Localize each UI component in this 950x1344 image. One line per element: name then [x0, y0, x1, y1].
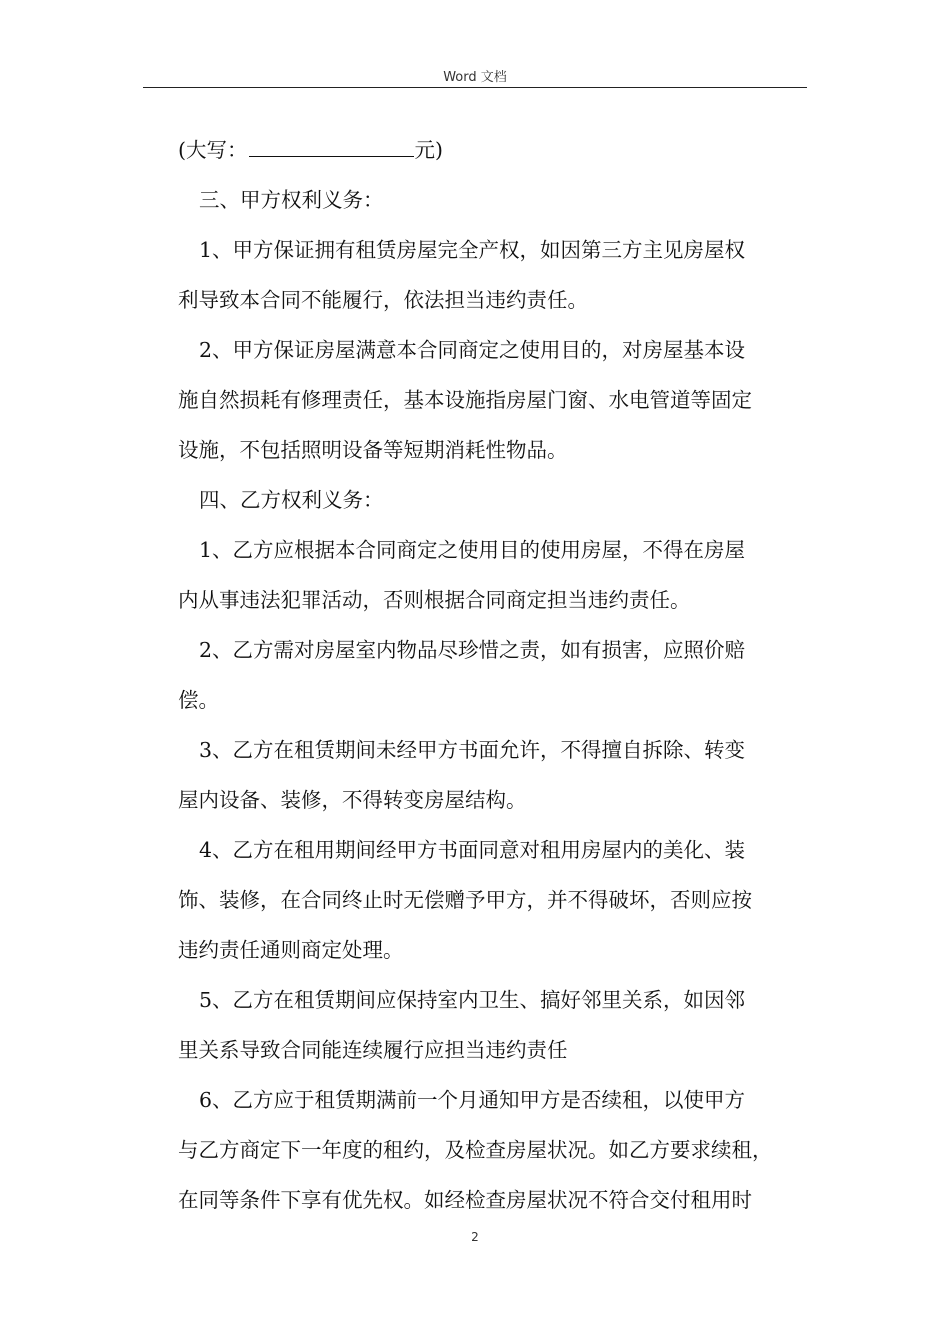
paragraph-line: 4、乙方在租用期间经甲方书面同意对租用房屋内的美化、装 — [199, 838, 746, 862]
paragraph-line: 6、乙方应于租赁期满前一个月通知甲方是否续租，以使甲方 — [199, 1088, 746, 1112]
paragraph-line: 设施，不包括照明设备等短期消耗性物品。 — [178, 438, 568, 462]
paragraph-line: 施自然损耗有修理责任，基本设施指房屋门窗、水电管道等固定 — [178, 388, 752, 412]
paragraph-line: 1、乙方应根据本合同商定之使用目的使用房屋，不得在房屋 — [199, 538, 746, 562]
paragraph-line: 内从事违法犯罪活动，否则根据合同商定担当违约责任。 — [178, 588, 691, 612]
paragraph-line: 3、乙方在租赁期间未经甲方书面允许，不得擅自拆除、转变 — [199, 738, 746, 762]
section-heading-party-b: 四、乙方权利义务： — [199, 488, 384, 512]
amount-in-words-line — [178, 125, 818, 175]
amount-blank-field — [249, 156, 414, 157]
paragraph-line: 屋内设备、装修，不得转变房屋结构。 — [178, 788, 527, 812]
paragraph-line: 饰、装修，在合同终止时无偿赠予甲方，并不得破坏，否则应按 — [178, 888, 752, 912]
amount-prefix: (大写： — [178, 138, 248, 162]
page-header-title: Word 文档 — [443, 70, 507, 85]
paragraph-line: 违约责任通则商定处理。 — [178, 938, 404, 962]
paragraph-line: 偿。 — [178, 688, 219, 712]
page-number: 2 — [471, 1230, 479, 1244]
paragraph-line: 2、乙方需对房屋室内物品尽珍惜之责，如有损害，应照价赔 — [199, 638, 746, 662]
paragraph-line: 1、甲方保证拥有租赁房屋完全产权，如因第三方主见房屋权 — [199, 238, 746, 262]
paragraph-line: 利导致本合同不能履行，依法担当违约责任。 — [178, 288, 588, 312]
header-divider — [143, 87, 807, 88]
amount-suffix: 元) — [414, 138, 443, 162]
document-body — [178, 125, 818, 1225]
paragraph-line: 与乙方商定下一年度的租约，及检查房屋状况。如乙方要求续租， — [178, 1138, 773, 1162]
paragraph-line: 在同等条件下享有优先权。如经检查房屋状况不符合交付租用时 — [178, 1188, 752, 1212]
paragraph-line: 里关系导致合同能连续履行应担当违约责任 — [178, 1038, 568, 1062]
paragraph-line: 2、甲方保证房屋满意本合同商定之使用目的，对房屋基本设 — [199, 338, 746, 362]
section-heading-party-a: 三、甲方权利义务： — [199, 188, 384, 212]
paragraph-line: 5、乙方在租赁期间应保持室内卫生、搞好邻里关系，如因邻 — [199, 988, 746, 1012]
